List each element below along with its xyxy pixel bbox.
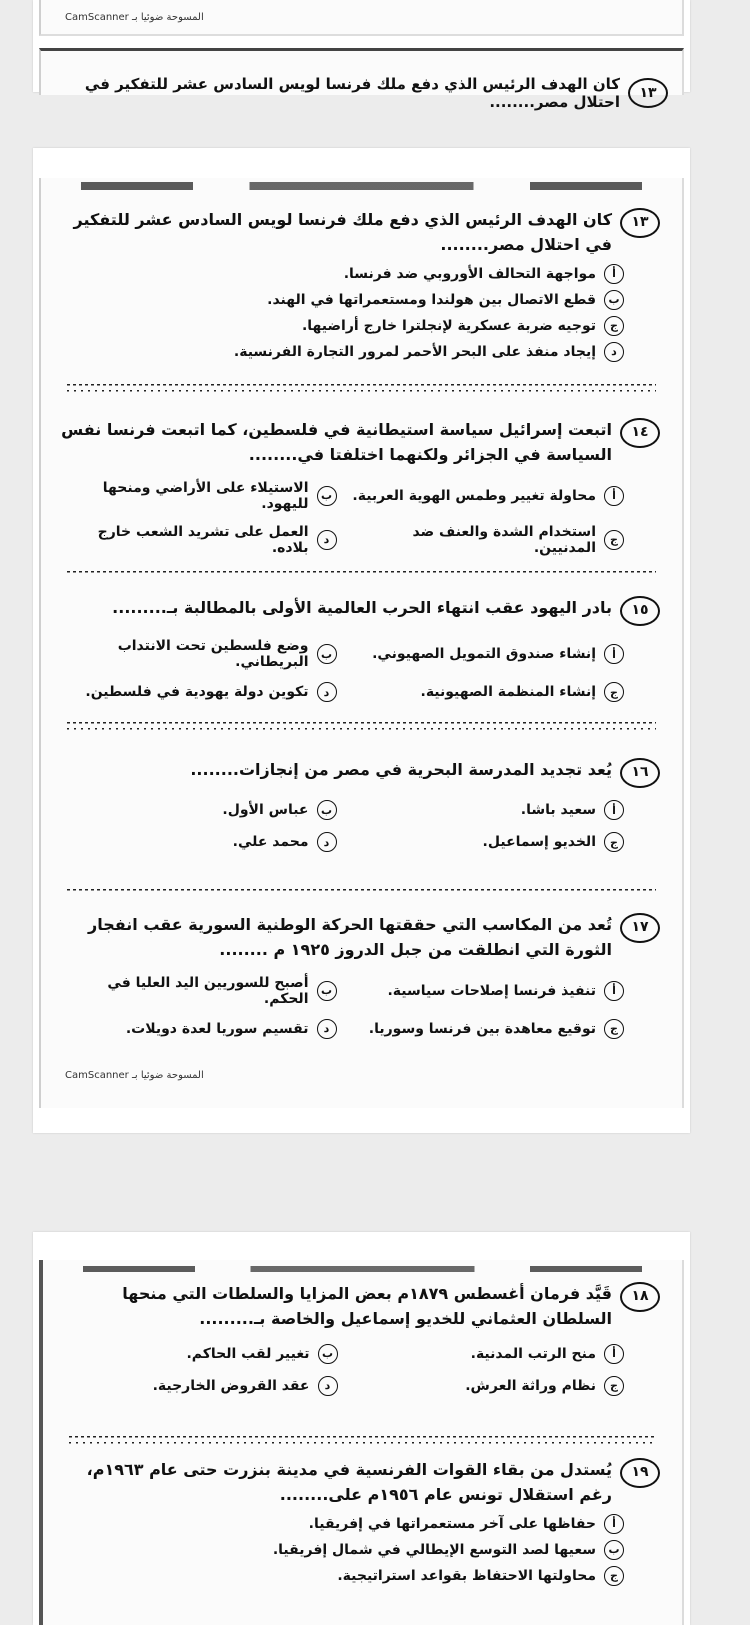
question-text: يُستدل من بقاء القوات الفرنسية في مدينة بنزرت حتى عام ١٩٦٣م، رغم استقلال تونس عام ١٩٥٦م على........ — [86, 1460, 612, 1504]
option-a[interactable]: أ حفاظها على آخر مستعمراتها في إفريقيا. — [61, 1514, 624, 1534]
question-number: ١٤ — [620, 418, 660, 448]
option-b[interactable]: ب عباس الأول. — [59, 800, 337, 820]
question-19 — [61, 1458, 660, 1592]
peek-question — [51, 75, 668, 111]
option-c[interactable]: ج توجيه ضربة عسكرية لإنجلترا خارج أراضيها. — [59, 316, 624, 336]
option-c[interactable]: ج الخديو إسماعيل. — [347, 832, 625, 852]
option-d[interactable]: د تقسيم سوريا لعدة دويلات. — [59, 1019, 337, 1039]
option-b[interactable]: ب الاستيلاء على الأراضي ومنحها لليهود. — [59, 480, 337, 512]
options-list — [59, 794, 660, 858]
peek-number: ١٣ — [628, 78, 668, 108]
separator — [67, 568, 656, 576]
separator — [67, 886, 656, 894]
option-c[interactable]: ج توقيع معاهدة بين فرنسا وسوريا. — [347, 1019, 625, 1039]
question-number: ١٨ — [620, 1282, 660, 1312]
separator — [69, 1432, 656, 1446]
option-c[interactable]: ج نظام وراثة العرش. — [348, 1376, 625, 1396]
option-a[interactable]: أ إنشاء صندوق التمويل الصهيوني. — [347, 638, 625, 670]
option-a[interactable]: أ سعيد باشا. — [347, 800, 625, 820]
question-14 — [59, 418, 660, 562]
question-text: كان الهدف الرئيس الذي دفع ملك فرنسا لويس السادس عشر للتفكير في احتلال مصر........ — [73, 210, 612, 254]
options-list — [59, 474, 660, 562]
question-number: ١٦ — [620, 758, 660, 788]
option-d[interactable]: د عقد القروض الخارجية. — [61, 1376, 338, 1396]
option-d[interactable]: د تكوين دولة يهودية في فلسطين. — [59, 682, 337, 702]
question-number: ١٩ — [620, 1458, 660, 1488]
question-17 — [59, 913, 660, 1045]
option-a[interactable]: أ منح الرتب المدنية. — [348, 1344, 625, 1364]
scan-stamp: المسوحة ضوئيا بـ CamScanner — [65, 1070, 204, 1081]
option-b[interactable]: ب أصبح للسوريين اليد العليا في الحكم. — [59, 975, 337, 1007]
option-c[interactable]: ج إنشاء المنظمة الصهيونية. — [347, 682, 625, 702]
scan-stamp: المسوحة ضوئيا بـ CamScanner — [65, 12, 204, 23]
option-a[interactable]: أ تنفيذ فرنسا إصلاحات سياسية. — [347, 975, 625, 1007]
page-2-top-band — [81, 182, 642, 190]
options-list — [59, 264, 660, 362]
question-text: تُعد من المكاسب التي حققتها الحركة الوطنية السورية عقب انفجار الثورة التي انطلقت من جبل الدروز ١٩٢٥ م ........ — [87, 915, 612, 959]
question-text: قَيَّد فرمان أغسطس ١٨٧٩م بعض المزايا والسلطات التي منحها السلطان العثماني للخديو إسماعيل والخاصة بـ......... — [122, 1284, 612, 1328]
page-1-inner — [39, 0, 684, 36]
page-2-inner — [39, 178, 684, 1108]
separator — [67, 718, 656, 732]
option-b[interactable]: ب تغيير لقب الحاكم. — [61, 1344, 338, 1364]
question-number: ١٥ — [620, 596, 660, 626]
option-b[interactable]: ب وضع فلسطين تحت الانتداب البريطاني. — [59, 638, 337, 670]
question-13 — [59, 208, 660, 368]
question-18 — [61, 1282, 660, 1402]
question-16 — [59, 758, 660, 858]
page-1-next-strip — [39, 48, 684, 111]
option-d[interactable]: د محمد علي. — [59, 832, 337, 852]
page-3 — [33, 1232, 690, 1625]
separator — [67, 380, 656, 394]
option-b[interactable]: ب قطع الاتصال بين هولندا ومستعمراتها في الهند. — [59, 290, 624, 310]
options-list — [59, 969, 660, 1045]
option-d[interactable]: د العمل على تشريد الشعب خارج بلاده. — [59, 524, 337, 556]
page-3-inner — [39, 1260, 684, 1625]
options-list — [61, 1338, 660, 1402]
peek-text: كان الهدف الرئيس الذي دفع ملك فرنسا لويس السادس عشر للتفكير في احتلال مصر........ — [84, 75, 620, 111]
question-text: اتبعت إسرائيل سياسة استيطانية في فلسطين، كما اتبعت فرنسا نفس السياسة في الجزائر ولكنهما اختلفتا في........ — [61, 420, 612, 464]
option-d[interactable]: د إيجاد منفذ على البحر الأحمر لمرور التجارة الفرنسية. — [59, 342, 624, 362]
option-c[interactable]: ج استخدام الشدة والعنف ضد المدنيين. — [347, 524, 625, 556]
question-number: ١٧ — [620, 913, 660, 943]
option-a[interactable]: أ محاولة تغيير وطمس الهوية العربية. — [347, 480, 625, 512]
option-c[interactable]: ج محاولتها الاحتفاظ بقواعد استراتيجية. — [61, 1566, 624, 1586]
page-1-remnant — [33, 0, 690, 111]
option-b[interactable]: ب سعيها لصد التوسع الإيطالي في شمال إفريقيا. — [61, 1540, 624, 1560]
question-text: بادر اليهود عقب انتهاء الحرب العالمية الأولى بالمطالبة بـ......... — [112, 598, 612, 617]
question-text: يُعد تجديد المدرسة البحرية في مصر من إنجازات........ — [190, 760, 612, 779]
options-list — [59, 632, 660, 708]
page-2 — [33, 148, 690, 1133]
page-3-top-band — [83, 1266, 642, 1272]
options-list — [61, 1514, 660, 1586]
option-a[interactable]: أ مواجهة التحالف الأوروبي ضد فرنسا. — [59, 264, 624, 284]
question-number: ١٣ — [620, 208, 660, 238]
question-15 — [59, 596, 660, 708]
